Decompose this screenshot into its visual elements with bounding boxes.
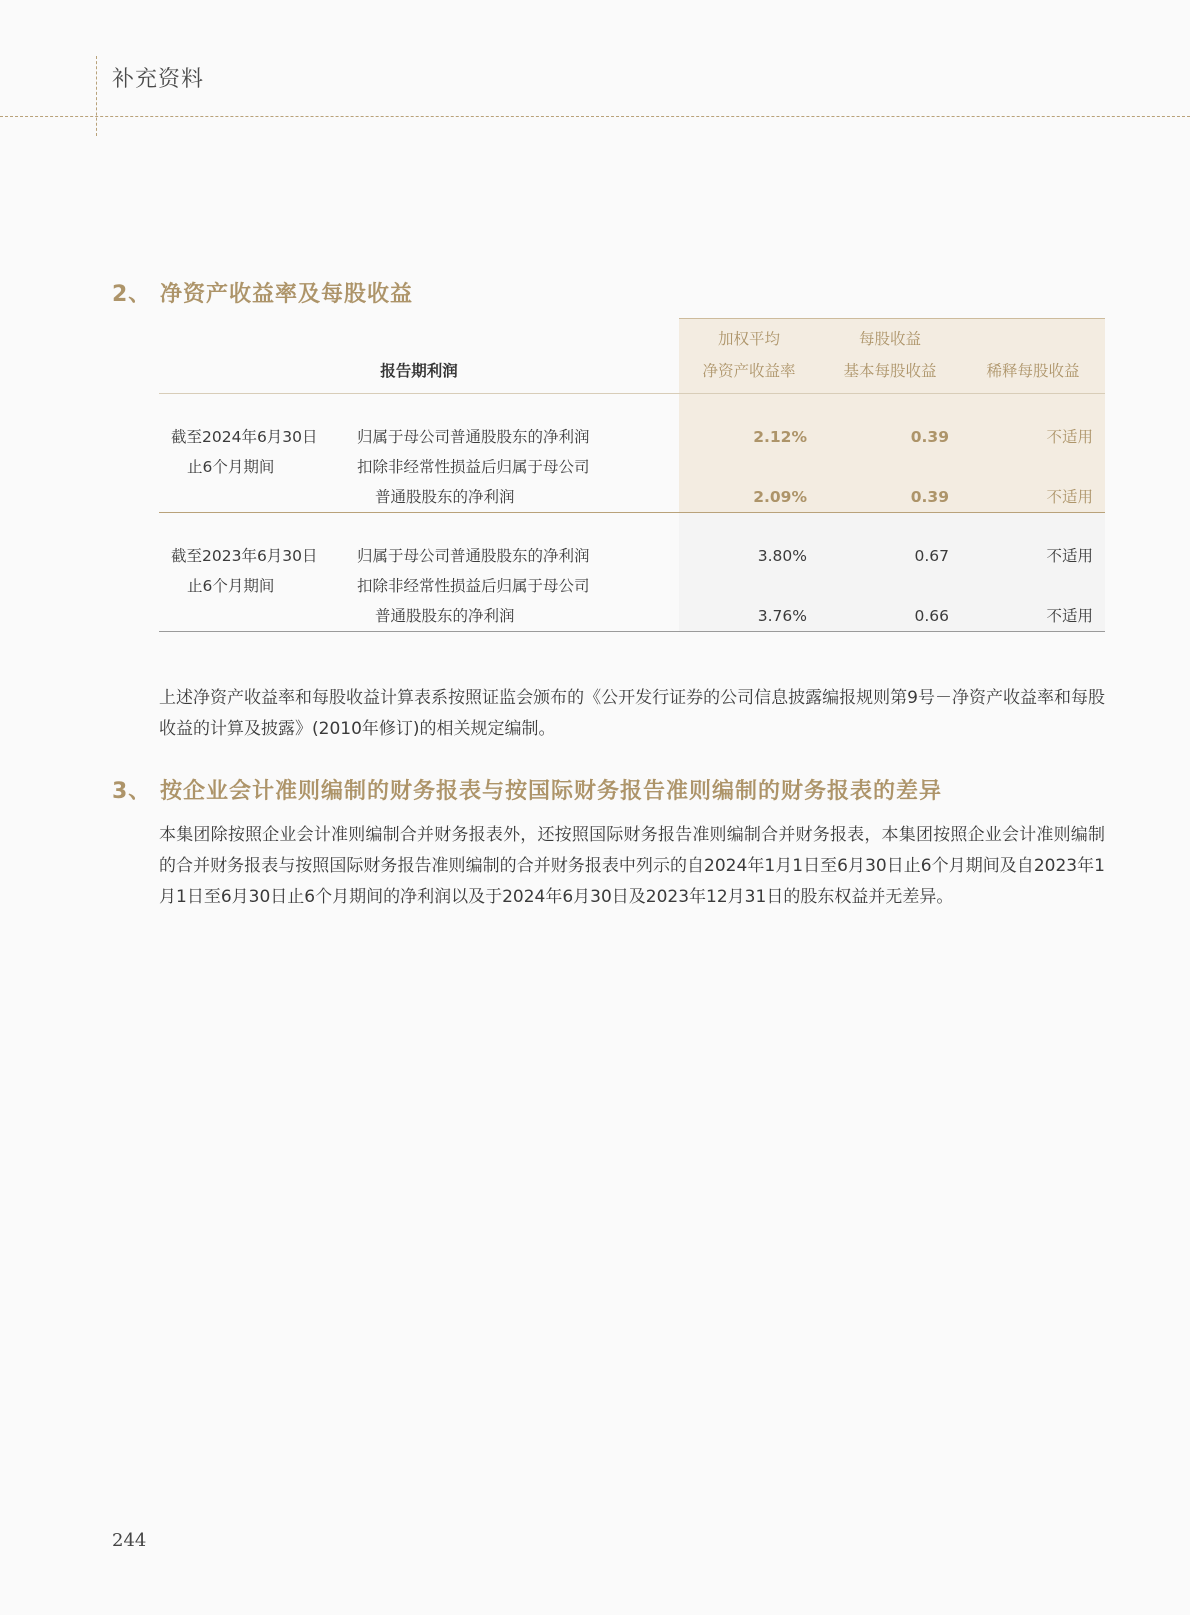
table-row	[159, 601, 1105, 632]
section-3-title: 按企业会计准则编制的财务报表与按国际财务报告准则编制的财务报表的差异	[160, 779, 943, 804]
row-description: 普通股股东的净利润	[357, 482, 679, 513]
period-label: 止6个月期间	[187, 458, 275, 476]
diluted-eps-value: 不适用	[961, 601, 1105, 632]
row-description: 普通股股东的净利润	[357, 601, 679, 632]
basic-eps-value: 0.66	[819, 601, 961, 632]
period-label: 止6个月期间	[187, 577, 275, 595]
header-diluted-eps: 稀释每股收益	[961, 357, 1105, 394]
period-label: 截至2023年6月30日	[171, 547, 318, 565]
period-label: 截至2024年6月30日	[171, 428, 318, 446]
header-basic-eps: 基本每股收益	[819, 357, 961, 394]
header-horizontal-rule	[0, 116, 1190, 117]
section-2-number: 2、	[112, 282, 152, 307]
header-eps-group: 每股收益	[819, 319, 961, 358]
table-row	[159, 422, 1105, 452]
section-3-body: 本集团除按照企业会计准则编制合并财务报表外，还按照国际财务报告准则编制合并财务报表，本集团按照企业会计准则编制的合并财务报表与按照国际财务报告准则编制的合并财务报表中列示的自2024年1月1日至6月30日止6个月期间及自2023年1月1日至6月30日止6个月期间的净利润以及于2024年6月30日及2023年12月31日的股东权益并无差异。	[159, 825, 1105, 907]
diluted-eps-value: 不适用	[961, 482, 1105, 513]
roe-value: 3.76%	[679, 601, 819, 632]
table-row	[159, 452, 1105, 482]
row-description: 扣除非经常性损益后归属于母公司	[357, 458, 590, 476]
row-description: 归属于母公司普通股股东的净利润	[357, 428, 590, 446]
row-description: 扣除非经常性损益后归属于母公司	[357, 577, 590, 595]
roe-eps-table	[159, 318, 1105, 632]
diluted-eps-value: 不适用	[961, 541, 1105, 571]
table-note: 上述净资产收益率和每股收益计算表系按照证监会颁布的《公开发行证券的公司信息披露编报规则第9号－净资产收益率和每股收益的计算及披露》(2010年修订)的相关规定编制。	[159, 688, 1105, 739]
table-row	[159, 571, 1105, 601]
section-3-number: 3、	[112, 779, 152, 804]
header-profit: 报告期利润	[159, 357, 679, 394]
table-row	[159, 541, 1105, 571]
section-3-heading	[112, 774, 942, 805]
section-2-title: 净资产收益率及每股收益	[160, 282, 414, 307]
section-2-heading	[112, 277, 413, 308]
header-roe-line1: 加权平均	[679, 319, 819, 358]
basic-eps-value: 0.39	[819, 482, 961, 513]
diluted-eps-value: 不适用	[961, 422, 1105, 452]
roe-value: 2.12%	[679, 422, 819, 452]
page-header-title: 补充资料	[112, 67, 205, 92]
row-description: 归属于母公司普通股股东的净利润	[357, 547, 590, 565]
table-row	[159, 482, 1105, 513]
roe-value: 3.80%	[679, 541, 819, 571]
header-roe-line2: 净资产收益率	[679, 357, 819, 394]
roe-value: 2.09%	[679, 482, 819, 513]
header-vertical-rule	[96, 56, 97, 136]
page-number: 244	[112, 1530, 147, 1551]
basic-eps-value: 0.39	[819, 422, 961, 452]
basic-eps-value: 0.67	[819, 541, 961, 571]
